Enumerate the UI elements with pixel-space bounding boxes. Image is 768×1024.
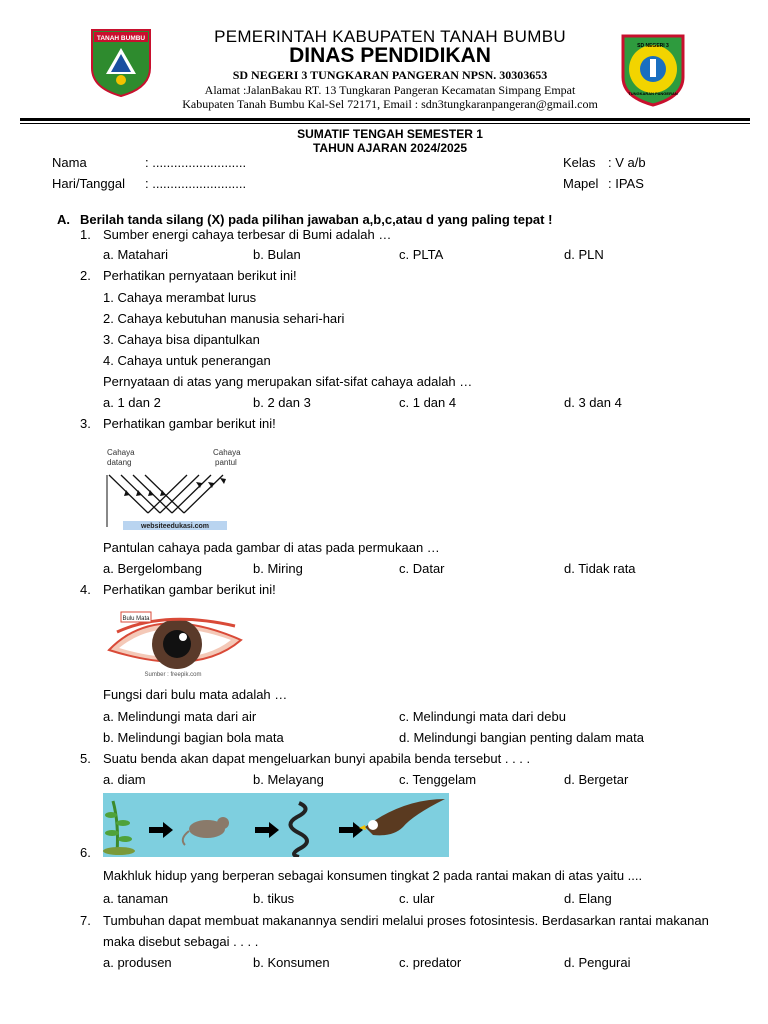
svg-text:pantul: pantul (215, 458, 237, 467)
option-c[interactable]: c. ular (399, 891, 435, 906)
question-followup: Pernyataan di atas yang merupakan sifat-sifat cahaya adalah … (103, 374, 473, 389)
svg-text:TANAH BUMBU: TANAH BUMBU (96, 35, 146, 42)
option-a[interactable]: a. Bergelombang (103, 561, 203, 576)
question-number: 2. (80, 268, 91, 283)
option-a[interactable]: a. Matahari (103, 247, 169, 262)
svg-text:Bulu Mata: Bulu Mata (122, 616, 150, 622)
header-contact: Kabupaten Tanah Bumbu Kal-Sel 72171, Email : sdn3tungkaranpangeran@gmail.com (182, 97, 598, 111)
statement-item: 2. Cahaya kebutuhan manusia sehari-hari (103, 311, 345, 326)
option-d[interactable]: d. Melindungi bangian penting dalam mata (399, 730, 645, 745)
kelas-value: : V a/b (608, 155, 646, 170)
option-b[interactable]: b. tikus (253, 891, 295, 906)
option-c[interactable]: c. PLTA (399, 247, 444, 262)
question-number: 5. (80, 751, 91, 766)
question-text: Suatu benda akan dapat mengeluarkan bunyi apabila benda tersebut . . . . (103, 751, 531, 766)
hari-tanggal-label: Hari/Tanggal (52, 176, 125, 191)
header-divider (20, 118, 750, 121)
option-a[interactable]: a. diam (103, 772, 146, 787)
option-c[interactable]: c. Melindungi mata dari debu (399, 709, 566, 724)
svg-text:TUNGKARAN PANGERAN: TUNGKARAN PANGERAN (628, 91, 678, 96)
option-b[interactable]: b. Konsumen (253, 955, 330, 970)
svg-text:SD NEGERI 3: SD NEGERI 3 (637, 43, 669, 49)
question-text: Perhatikan gambar berikut ini! (103, 582, 276, 597)
svg-text:Cahaya: Cahaya (107, 448, 135, 457)
statement-item: 1. Cahaya merambat lurus (103, 290, 257, 305)
option-b[interactable]: b. Miring (253, 561, 303, 576)
question-followup: Pantulan cahaya pada gambar di atas pada permukaan … (103, 540, 440, 555)
svg-text:datang: datang (107, 458, 132, 467)
question-text: Perhatikan pernyataan berikut ini! (103, 268, 297, 283)
question-number: 7. (80, 913, 91, 928)
svg-text:Sumber : freepik.com: Sumber : freepik.com (144, 672, 202, 678)
header-agency: DINAS PENDIDIKAN (289, 44, 491, 67)
question-number: 1. (80, 227, 91, 242)
option-b[interactable]: b. Melayang (253, 772, 324, 787)
section-letter: A. (57, 212, 70, 227)
question-number: 4. (80, 582, 91, 597)
option-b[interactable]: b. Bulan (253, 247, 301, 262)
hari-tanggal-field[interactable]: : .......................... (145, 176, 247, 191)
option-d[interactable]: d. Pengurai (564, 955, 631, 970)
option-a[interactable]: a. produsen (103, 955, 172, 970)
svg-text:Cahaya: Cahaya (213, 448, 241, 457)
question-number: 6. (80, 845, 91, 860)
option-a[interactable]: a. tanaman (103, 891, 169, 906)
question-number: 3. (80, 416, 91, 431)
option-a[interactable]: a. 1 dan 2 (103, 395, 161, 410)
option-c[interactable]: c. Datar (399, 561, 445, 576)
question-text: Tumbuhan dapat membuat makanannya sendiri melalui proses fotosintesis. Berdasarkan rantai makanan (103, 913, 709, 928)
mapel-value: : IPAS (608, 176, 644, 191)
section-instruction: Berilah tanda silang (X) pada pilihan jawaban a,b,c,atau d yang paling tepat ! (80, 212, 553, 227)
option-b[interactable]: b. Melindungi bagian bola mata (103, 730, 284, 745)
option-d[interactable]: d. Elang (564, 891, 612, 906)
question-followup: Fungsi dari bulu mata adalah … (103, 687, 288, 702)
food-chain-figure (103, 793, 449, 857)
question-text: Makhluk hidup yang berperan sebagai konsumen tingkat 2 pada rantai makan di atas yaitu .... (103, 868, 643, 883)
option-c[interactable]: c. 1 dan 4 (399, 395, 457, 410)
kelas-label: Kelas (563, 155, 596, 170)
question-text: Perhatikan gambar berikut ini! (103, 416, 276, 431)
header-address: Alamat :JalanBakau RT. 13 Tungkaran Pangeran Kecamatan Simpang Empat (204, 83, 576, 97)
mapel-label: Mapel (563, 176, 599, 191)
option-d[interactable]: d. Tidak rata (564, 561, 636, 576)
question-text-continued: maka disebut sebagai . . . . (103, 934, 259, 949)
option-d[interactable]: d. PLN (564, 247, 604, 262)
header-divider-thin (20, 123, 750, 124)
question-text: Sumber energi cahaya terbesar di Bumi adalah … (103, 227, 392, 242)
svg-text:websiteedukasi.com: websiteedukasi.com (140, 523, 210, 530)
option-c[interactable]: c. predator (399, 955, 462, 970)
option-d[interactable]: d. 3 dan 4 (564, 395, 622, 410)
eye-figure (105, 606, 245, 678)
option-d[interactable]: d. Bergetar (564, 772, 629, 787)
light-reflection-figure (103, 445, 253, 533)
header-government: PEMERINTAH KABUPATEN TANAH BUMBU (214, 27, 566, 46)
exam-title: SUMATIF TENGAH SEMESTER 1 (297, 127, 483, 141)
option-c[interactable]: c. Tenggelam (399, 772, 477, 787)
exam-year: TAHUN AJARAN 2024/2025 (312, 141, 468, 155)
statement-item: 4. Cahaya untuk penerangan (103, 353, 271, 368)
option-a[interactable]: a. Melindungi mata dari air (103, 709, 257, 724)
header-school: SD NEGERI 3 TUNGKARAN PANGERAN NPSN. 30303653 (232, 68, 548, 82)
option-b[interactable]: b. 2 dan 3 (253, 395, 311, 410)
nama-field[interactable]: : .......................... (145, 155, 247, 170)
statement-item: 3. Cahaya bisa dipantulkan (103, 332, 260, 347)
nama-label: Nama (52, 155, 87, 170)
